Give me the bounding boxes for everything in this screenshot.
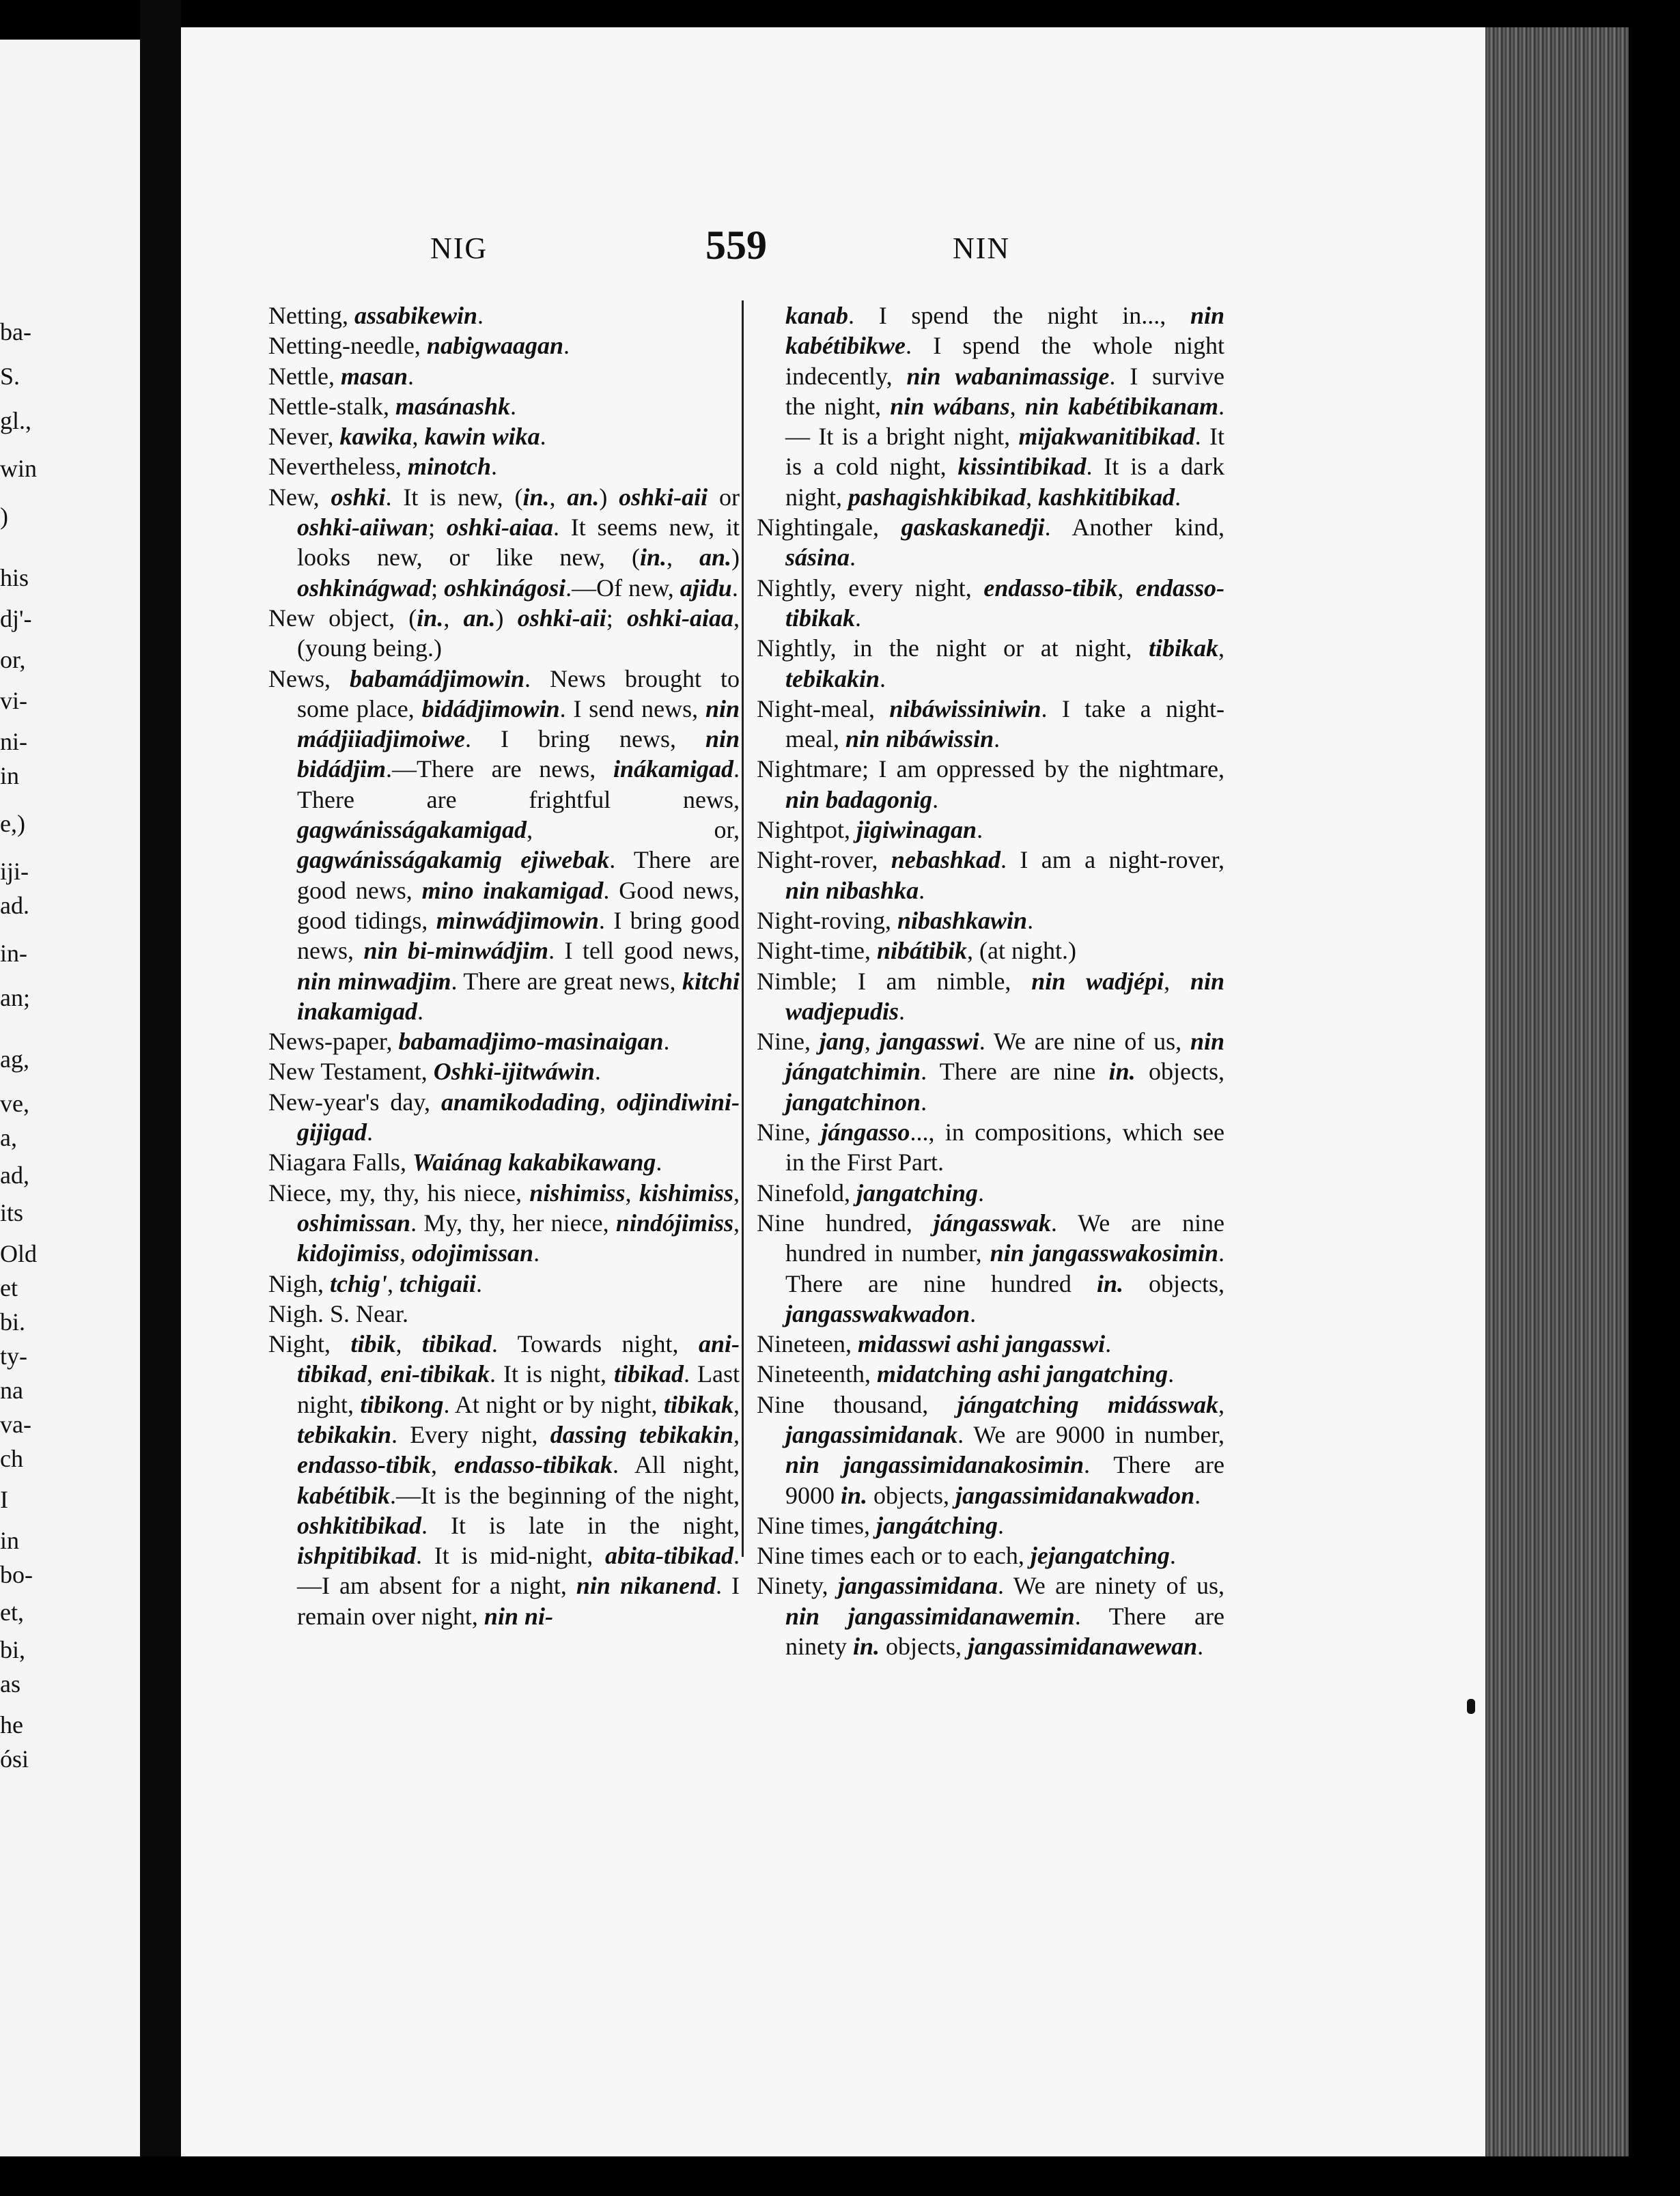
facing-page-fragment: iji- — [0, 858, 29, 885]
right-column — [757, 300, 1224, 1661]
facing-page-fragment: in- — [0, 940, 27, 967]
facing-page-fragment: a, — [0, 1124, 17, 1151]
facing-page-fragment: I — [0, 1486, 8, 1513]
facing-page-fragment: win — [0, 455, 37, 482]
running-head-left: NIG — [430, 231, 488, 265]
facing-page-fragment: his — [0, 564, 29, 591]
left-column — [268, 300, 740, 1631]
facing-page-fragment: ) — [0, 503, 8, 530]
dictionary-entry: Nine times each or to each, jejangatching. — [757, 1542, 1176, 1570]
facing-page-fragment: Old — [0, 1240, 37, 1267]
facing-page-fragment: ad, — [0, 1162, 29, 1189]
dictionary-entry: Night-meal, nibáwissiniwin. I take a night-meal, nin nibáwissin. — [757, 694, 1225, 753]
facing-page-fragment: or, — [0, 646, 26, 673]
dictionary-entry: Nightpot, jigiwinagan. — [757, 816, 983, 844]
dictionary-entry: New Testament, Oshki-ijitwáwin. — [268, 1058, 601, 1086]
dictionary-entry: Nightingale, gaskaskanedji. Another kind, sásina. — [757, 513, 1224, 572]
dictionary-entry: Ninefold, jangatching. — [757, 1179, 985, 1207]
facing-page-fragment: he — [0, 1711, 23, 1738]
dictionary-entry: Niece, my, thy, his niece, nishimiss, kishimiss, oshimissan. My, thy, her niece, nindójimiss, kidojimiss, odojimissan. — [268, 1179, 740, 1267]
dictionary-entry: Nine times, jangátching. — [757, 1511, 1005, 1539]
facing-page-fragment: ag, — [0, 1045, 29, 1073]
facing-page-fragment: vi- — [0, 687, 27, 714]
dictionary-entry: Nigh, tchig', tchigaii. — [268, 1269, 483, 1297]
facing-page-fragment: S. — [0, 363, 20, 390]
column-divider — [742, 300, 744, 1557]
facing-page-fragment: e,) — [0, 810, 25, 837]
facing-page-fragment: an; — [0, 984, 30, 1011]
facing-page-fragment: ad. — [0, 892, 29, 919]
dictionary-entry: Nine, jángasso..., in compositions, which see in the First Part. — [757, 1118, 1225, 1177]
dictionary-entry: Nine hundred, jángasswak. We are nine hundred in number, nin jangasswakosimin. There are nine hundred in. objects, jangasswakwadon. — [757, 1209, 1224, 1327]
dictionary-entry: Ninety, jangassimidana. We are ninety of us, nin jangassimidanawemin. There are ninety in. objects, jangassimidanawewan. — [757, 1572, 1225, 1661]
page-number: 559 — [705, 223, 767, 268]
dictionary-entry: Nigh. S. Near. — [268, 1299, 408, 1327]
facing-page-fragment: et — [0, 1274, 18, 1301]
dictionary-entry: New, oshki. It is new, (in., an.) oshki-aii or oshki-aiiwan; oshki-aiaa. It seems new, it looks new, or like new, (in., an.) oshkinágwad; oshkinágosi.—Of new, ajidu. — [268, 483, 740, 602]
facing-page-fragment: ve, — [0, 1090, 29, 1117]
facing-page-fragment: ba- — [0, 318, 31, 346]
dictionary-entry: kanab. I spend the night in..., nin kabétibikwe. I spend the whole night indecently, nin wabanimassige. I survive the night, nin wábans, nin kabétibikanam. — It is a bright night, mijakwanitibikad. It is a cold night, kissintibikad. It is a dark night, pashagishkibikad, kashkitibikad. — [785, 302, 1224, 511]
dictionary-entry: News, babamádjimowin. News brought to some place, bidádjimowin. I send news, nin mádjiiadjimoiwe. I bring news, nin bidádjim.—There are news, inákamigad. There are frightful news, gagwánisságakamigad, or, gagwánisságakamig ejiwebak. There are good news, mino inakamigad. Good news, good tidings, minwádjimowin. I bring good news, nin bi-minwádjim. I tell good news, nin minwadjim. There are great news, kitchi inakamigad. — [268, 664, 740, 1025]
dictionary-entry: Netting-needle, nabigwaagan. — [268, 332, 570, 360]
facing-page-fragment: va- — [0, 1411, 31, 1438]
dictionary-entry: New object, (in., an.) oshki-aii; oshki-aiaa, (young being.) — [268, 604, 740, 662]
facing-page-fragment: na — [0, 1377, 23, 1404]
facing-page-fragment: bi, — [0, 1636, 26, 1663]
dictionary-entry: Night-roving, nibashkawin. — [757, 906, 1034, 934]
dictionary-entry: New-year's day, anamikodading, odjindiwini-gijigad. — [268, 1088, 740, 1146]
facing-page-fragment: in — [0, 762, 20, 789]
facing-page-fragment: in — [0, 1527, 20, 1554]
dictionary-entry: Nine thousand, jángatching midásswak, jangassimidanak. We are 9000 in number, nin jangassimidanakosimin. There are 9000 in. objects, jangassimidanakwadon. — [757, 1390, 1225, 1509]
dictionary-entry: Nightly, in the night or at night, tibikak, tebikakin. — [757, 634, 1224, 692]
dictionary-entry: Nevertheless, minotch. — [268, 453, 497, 481]
facing-page-margin — [0, 40, 140, 2156]
facing-page-fragment: its — [0, 1199, 24, 1226]
facing-page-fragment: ty- — [0, 1342, 27, 1370]
facing-page-fragment: ni- — [0, 728, 27, 755]
dictionary-entry: Never, kawika, kawin wika. — [268, 423, 546, 451]
dictionary-entry: News-paper, babamadjimo-masinaigan. — [268, 1028, 670, 1056]
dictionary-entry: Night-time, nibátibik, (at night.) — [757, 937, 1076, 965]
dictionary-entry: Netting, assabikewin. — [268, 302, 484, 329]
dictionary-entry: Night, tibik, tibikad. Towards night, ani-tibikad, eni-tibikak. It is night, tibikad. Last night, tibikong. At night or by night, tibikak, tebikakin. Every night, dassing tebikakin, endasso-tibik, endasso-tibikak. All night, kabétibik.—It is the beginning of the night, oshkitibikad. It is late in the night, ishpitibikad. It is mid-night, abita-tibikad. —I am absent for a night, nin nikanend. I remain over night, nin ni- — [268, 1330, 740, 1630]
running-head-right: NIN — [953, 231, 1011, 265]
dictionary-entry: Nettle, masan. — [268, 362, 415, 390]
facing-page-fragment: et, — [0, 1599, 24, 1626]
facing-page-fragment: gl., — [0, 407, 32, 434]
dictionary-entry: Night-rover, nebashkad. I am a night-rover, nin nibashka. — [757, 846, 1224, 904]
dictionary-entry: Nimble; I am nimble, nin wadjépi, nin wadjepudis. — [757, 967, 1224, 1025]
facing-page-fragment: dj'- — [0, 605, 32, 632]
dictionary-entry: Nineteenth, midatching ashi jangatching. — [757, 1360, 1175, 1388]
page-edges — [1485, 27, 1629, 2156]
facing-page-fragment: bi. — [0, 1308, 26, 1336]
facing-page-fragment: ósi — [0, 1745, 29, 1773]
facing-page-fragment: as — [0, 1670, 20, 1698]
dictionary-entry: Niagara Falls, Waiánag kakabikawang. — [268, 1149, 662, 1177]
dictionary-entry: Nineteen, midasswi ashi jangasswi. — [757, 1330, 1112, 1358]
scan-background — [0, 2156, 1680, 2196]
facing-page-fragment: bo- — [0, 1561, 33, 1588]
facing-page-fragment: ch — [0, 1445, 23, 1472]
dictionary-entry: Nightly, every night, endasso-tibik, endasso-tibikak. — [757, 574, 1224, 632]
ink-speck — [1467, 1699, 1475, 1714]
dictionary-entry: Nettle-stalk, masánashk. — [268, 392, 517, 420]
dictionary-entry: Nine, jang, jangasswi. We are nine of us, nin jángatchimin. There are nine in. objects, jangatchinon. — [757, 1028, 1224, 1116]
dictionary-entry: Nightmare; I am oppressed by the nightmare, nin badagonig. — [757, 755, 1224, 813]
book-gutter — [140, 0, 181, 2196]
